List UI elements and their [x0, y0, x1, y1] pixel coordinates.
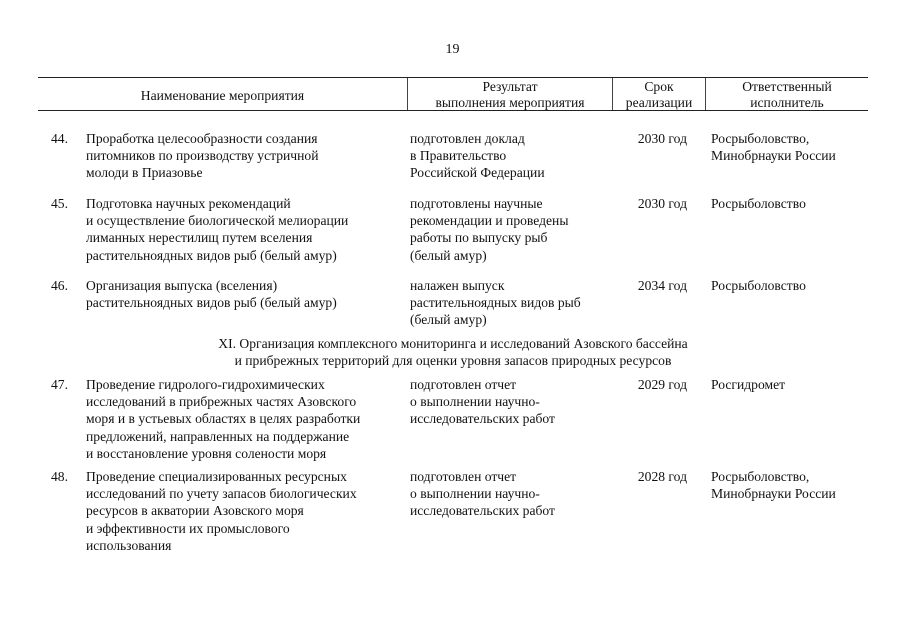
- header-name: Наименование мероприятия: [140, 88, 305, 103]
- row-number: 45.: [51, 196, 68, 211]
- row-result-line: (белый амур): [410, 247, 487, 263]
- row-name-line: и осуществление биологической мелиорации: [86, 213, 349, 229]
- row-result: [410, 468, 555, 520]
- row-result-line: подготовлены научные: [410, 196, 543, 211]
- row-result-line: работы по выпуску рыб: [410, 230, 548, 246]
- row-result-line: рекомендации и проведены: [410, 213, 569, 229]
- row-name: [86, 130, 318, 182]
- row-name-line: молоди в Приазовье: [86, 165, 203, 181]
- row-name-line: Подготовка научных рекомендаций: [86, 196, 291, 211]
- header-term-line: Срок: [644, 79, 674, 94]
- row-result: [410, 130, 545, 182]
- row-name-line: растительноядных видов рыб (белый амур): [86, 295, 337, 311]
- row-result-line: растительноядных видов рыб: [410, 295, 581, 311]
- section-heading-line: XI. Организация комплексного мониторинга и исследований Азовского бассейна: [218, 336, 688, 351]
- row-executor-line: Росгидромет: [711, 377, 786, 392]
- row-name-line: исследований в прибрежных частях Азовского: [86, 394, 357, 410]
- row-result-line: исследовательских работ: [410, 503, 555, 519]
- row-executor-line: Минобрнауки России: [711, 486, 836, 502]
- row-result-line: (белый амур): [410, 312, 487, 328]
- header-result-line: выполнения мероприятия: [435, 95, 585, 110]
- row-name: [86, 195, 348, 264]
- row-name: [86, 277, 337, 311]
- header-term: [613, 79, 705, 111]
- row-number: 44.: [51, 131, 68, 146]
- row-name-line: предложений, направленных на поддержание: [86, 428, 350, 444]
- row-executor-line: Росрыболовство,: [711, 131, 810, 146]
- header-executor: [706, 79, 868, 111]
- row-result-line: подготовлен доклад: [410, 131, 525, 146]
- row-result-line: о выполнении научно-: [410, 394, 540, 410]
- row-executor-line: Росрыболовство: [711, 196, 806, 211]
- row-name: [86, 376, 360, 462]
- header-term-line: реализации: [625, 95, 693, 110]
- row-executor-line: Минобрнауки России: [711, 148, 836, 164]
- row-result-line: исследовательских работ: [410, 411, 555, 427]
- row-result: [410, 376, 555, 428]
- row-number: 47.: [51, 377, 68, 392]
- row-executor: [711, 195, 806, 212]
- row-executor: [711, 130, 836, 164]
- row-term: 2034 год: [637, 278, 687, 293]
- section-heading-line: и прибрежных территорий для оценки уровня запасов природных ресурсов: [234, 353, 672, 369]
- row-result-line: подготовлен отчет: [410, 469, 517, 484]
- row-name-line: исследований по учету запасов биологических: [86, 486, 357, 502]
- row-name-line: и эффективности их промыслового: [86, 520, 290, 536]
- row-term: 2028 год: [637, 469, 687, 484]
- row-name-line: Организация выпуска (вселения): [86, 278, 278, 293]
- header-result-line: Результат: [482, 79, 538, 94]
- section-heading: [38, 335, 868, 369]
- row-result-line: налажен выпуск: [410, 278, 505, 293]
- row-executor: [711, 468, 836, 502]
- row-executor: [711, 277, 806, 294]
- page-number: 19: [445, 42, 460, 57]
- header-executor-line: Ответственный: [742, 79, 832, 94]
- row-name-line: Проведение гидролого-гидрохимических: [86, 377, 325, 392]
- row-executor-line: Росрыболовство: [711, 278, 806, 293]
- header-executor-line: исполнитель: [750, 95, 824, 110]
- row-name-line: ресурсов в акватории Азовского моря: [86, 503, 304, 519]
- row-result-line: подготовлен отчет: [410, 377, 517, 392]
- row-name: [86, 468, 357, 554]
- row-executor: [711, 376, 785, 393]
- row-result-line: Российской Федерации: [410, 165, 545, 181]
- row-name-line: питомников по производству устричной: [86, 148, 319, 164]
- row-result: [410, 195, 568, 264]
- row-term: 2030 год: [637, 196, 687, 211]
- row-result-line: о выполнении научно-: [410, 486, 540, 502]
- row-term: 2029 год: [637, 377, 687, 392]
- row-number: 48.: [51, 469, 68, 484]
- row-term: 2030 год: [637, 131, 687, 146]
- table-top-rule: [38, 77, 868, 78]
- row-executor-line: Росрыболовство,: [711, 469, 810, 484]
- row-name-line: и восстановление уровня солености моря: [86, 445, 327, 461]
- row-name-line: Проведение специализированных ресурсных: [86, 469, 347, 484]
- row-result: [410, 277, 581, 329]
- row-name-line: использования: [86, 537, 172, 553]
- row-name-line: растительноядных видов рыб (белый амур): [86, 247, 337, 263]
- row-name-line: лиманных нерестилищ путем вселения: [86, 230, 313, 246]
- header-result: [408, 79, 612, 111]
- row-name-line: моря и в устьевых областях в целях разработки: [86, 411, 361, 427]
- row-number: 46.: [51, 278, 68, 293]
- row-result-line: в Правительство: [410, 148, 507, 164]
- row-name-line: Проработка целесообразности создания: [86, 131, 318, 146]
